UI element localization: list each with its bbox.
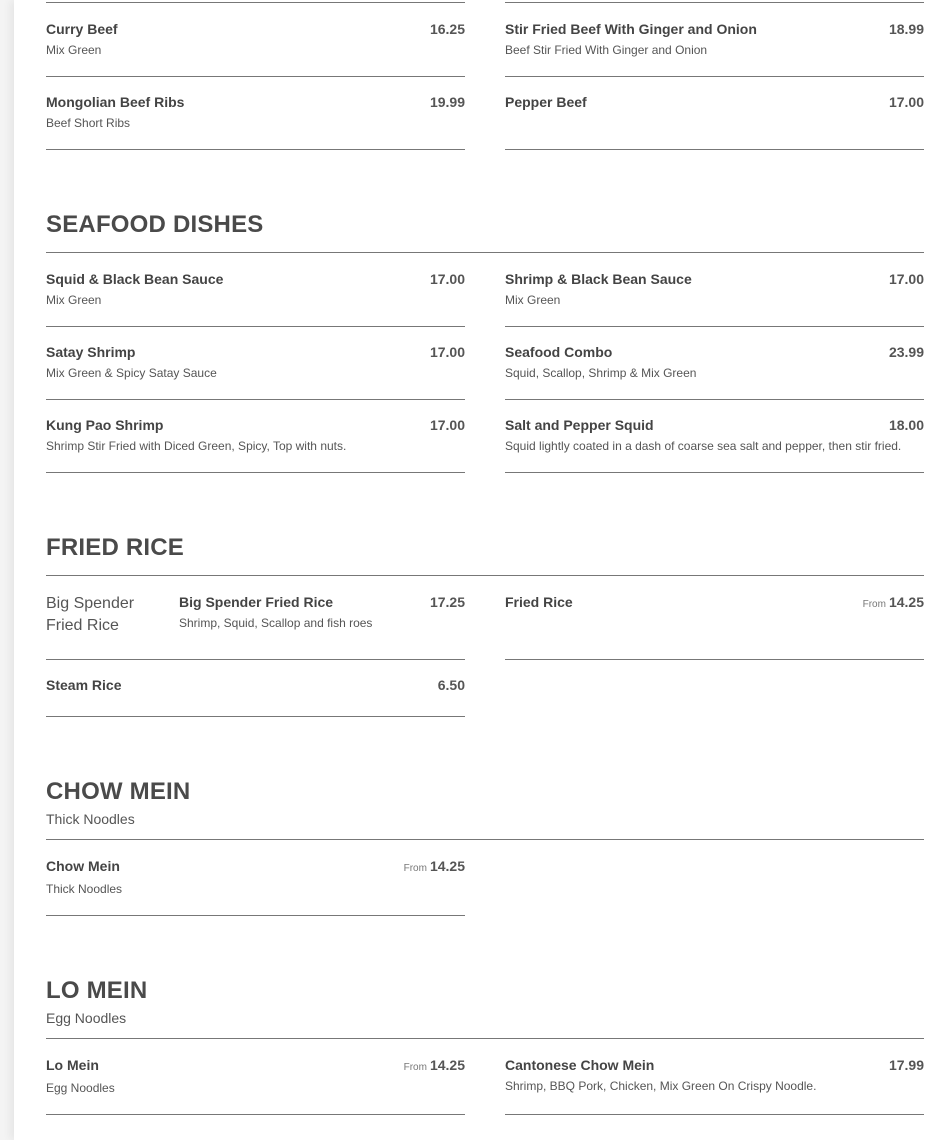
item-name: Shrimp & Black Bean Sauce (505, 271, 692, 287)
item-name: Seafood Combo (505, 344, 613, 360)
section-divider (46, 839, 924, 840)
item-divider (505, 76, 924, 77)
item-price: From 14.25 (862, 594, 924, 610)
item-description: Thick Noodles (46, 882, 123, 896)
item-divider (505, 659, 924, 660)
item-description: Mix Green (505, 293, 561, 307)
item-name: Pepper Beef (505, 94, 587, 110)
item-name: Kung Pao Shrimp (46, 417, 164, 433)
item-price: 19.99 (429, 94, 465, 110)
item-name: Fried Rice (505, 594, 573, 610)
item-name: Big Spender Fried Rice (179, 594, 334, 610)
section-title: LO MEIN (46, 977, 148, 1004)
item-divider (46, 659, 465, 660)
item-divider (46, 399, 465, 400)
item-name: Curry Beef (46, 21, 118, 37)
item-price: 17.00 (888, 271, 924, 287)
item-price: 18.99 (888, 21, 924, 37)
price-from-label: From (403, 863, 427, 874)
menu-page (14, 0, 950, 1140)
section-divider (46, 575, 924, 576)
section-divider (46, 1038, 924, 1039)
item-description: Mix Green (46, 43, 102, 57)
item-description: Beef Stir Fried With Ginger and Onion (505, 43, 708, 57)
item-divider (46, 716, 465, 717)
item-price: 17.00 (429, 344, 465, 360)
item-price: 23.99 (888, 344, 924, 360)
section-subtitle: Egg Noodles (46, 1010, 127, 1026)
item-price: 17.25 (429, 594, 465, 610)
item-divider (505, 399, 924, 400)
item-name: Lo Mein (46, 1057, 99, 1073)
item-name: Mongolian Beef Ribs (46, 94, 185, 110)
item-name: Steam Rice (46, 677, 122, 693)
item-name: Chow Mein (46, 858, 120, 874)
item-description: Egg Noodles (46, 1081, 115, 1095)
item-description: Shrimp Stir Fried with Diced Green, Spicy, Top with nuts. (46, 439, 347, 453)
section-title: FRIED RICE (46, 534, 185, 561)
item-divider (46, 76, 465, 77)
section-divider (46, 2, 465, 3)
item-name: Squid & Black Bean Sauce (46, 271, 224, 287)
item-price: 17.99 (888, 1057, 924, 1073)
item-divider (46, 915, 465, 916)
item-price: 16.25 (429, 21, 465, 37)
item-price: 17.00 (429, 417, 465, 433)
section-lo-mein-header (46, 977, 924, 1027)
item-description: Shrimp, BBQ Pork, Chicken, Mix Green On Crispy Noodle. (505, 1079, 817, 1093)
item-price: 6.50 (437, 677, 465, 693)
item-price: 17.00 (888, 94, 924, 110)
section-title: CHOW MEIN (46, 778, 191, 805)
section-chow-mein-header (46, 778, 924, 828)
menu-content (46, 0, 924, 1140)
item-description: Shrimp, Squid, Scallop and fish roes (179, 616, 373, 630)
price-from-label: From (862, 599, 886, 610)
section-subtitle: Thick Noodles (46, 811, 135, 827)
item-divider (505, 326, 924, 327)
item-divider (505, 472, 924, 473)
price-from-label: From (403, 1062, 427, 1073)
item-divider (46, 472, 465, 473)
item-divider (46, 1114, 465, 1115)
section-divider (46, 252, 924, 253)
section-fried-rice-header (46, 534, 924, 562)
item-name: Cantonese Chow Mein (505, 1057, 655, 1073)
item-image[interactable]: Big Spender Fried Rice (46, 595, 135, 634)
item-name: Salt and Pepper Squid (505, 417, 654, 433)
item-divider (46, 149, 465, 150)
item-divider (505, 1114, 924, 1115)
item-description: Squid lightly coated in a dash of coarse sea salt and pepper, then stir fried. (505, 439, 902, 453)
item-price: From 14.25 (403, 1057, 465, 1073)
item-description: Mix Green (46, 293, 102, 307)
item-price: 18.00 (888, 417, 924, 433)
section-divider (505, 2, 924, 3)
item-divider (46, 326, 465, 327)
item-divider (505, 149, 924, 150)
item-name: Stir Fried Beef With Ginger and Onion (505, 21, 757, 37)
item-price: From 14.25 (403, 858, 465, 874)
section-title: SEAFOOD DISHES (46, 211, 264, 238)
item-name: Satay Shrimp (46, 344, 136, 360)
item-description: Mix Green & Spicy Satay Sauce (46, 366, 217, 380)
item-price: 17.00 (429, 271, 465, 287)
item-description: Beef Short Ribs (46, 116, 131, 130)
section-seafood-header (46, 211, 924, 239)
item-description: Squid, Scallop, Shrimp & Mix Green (505, 366, 697, 380)
